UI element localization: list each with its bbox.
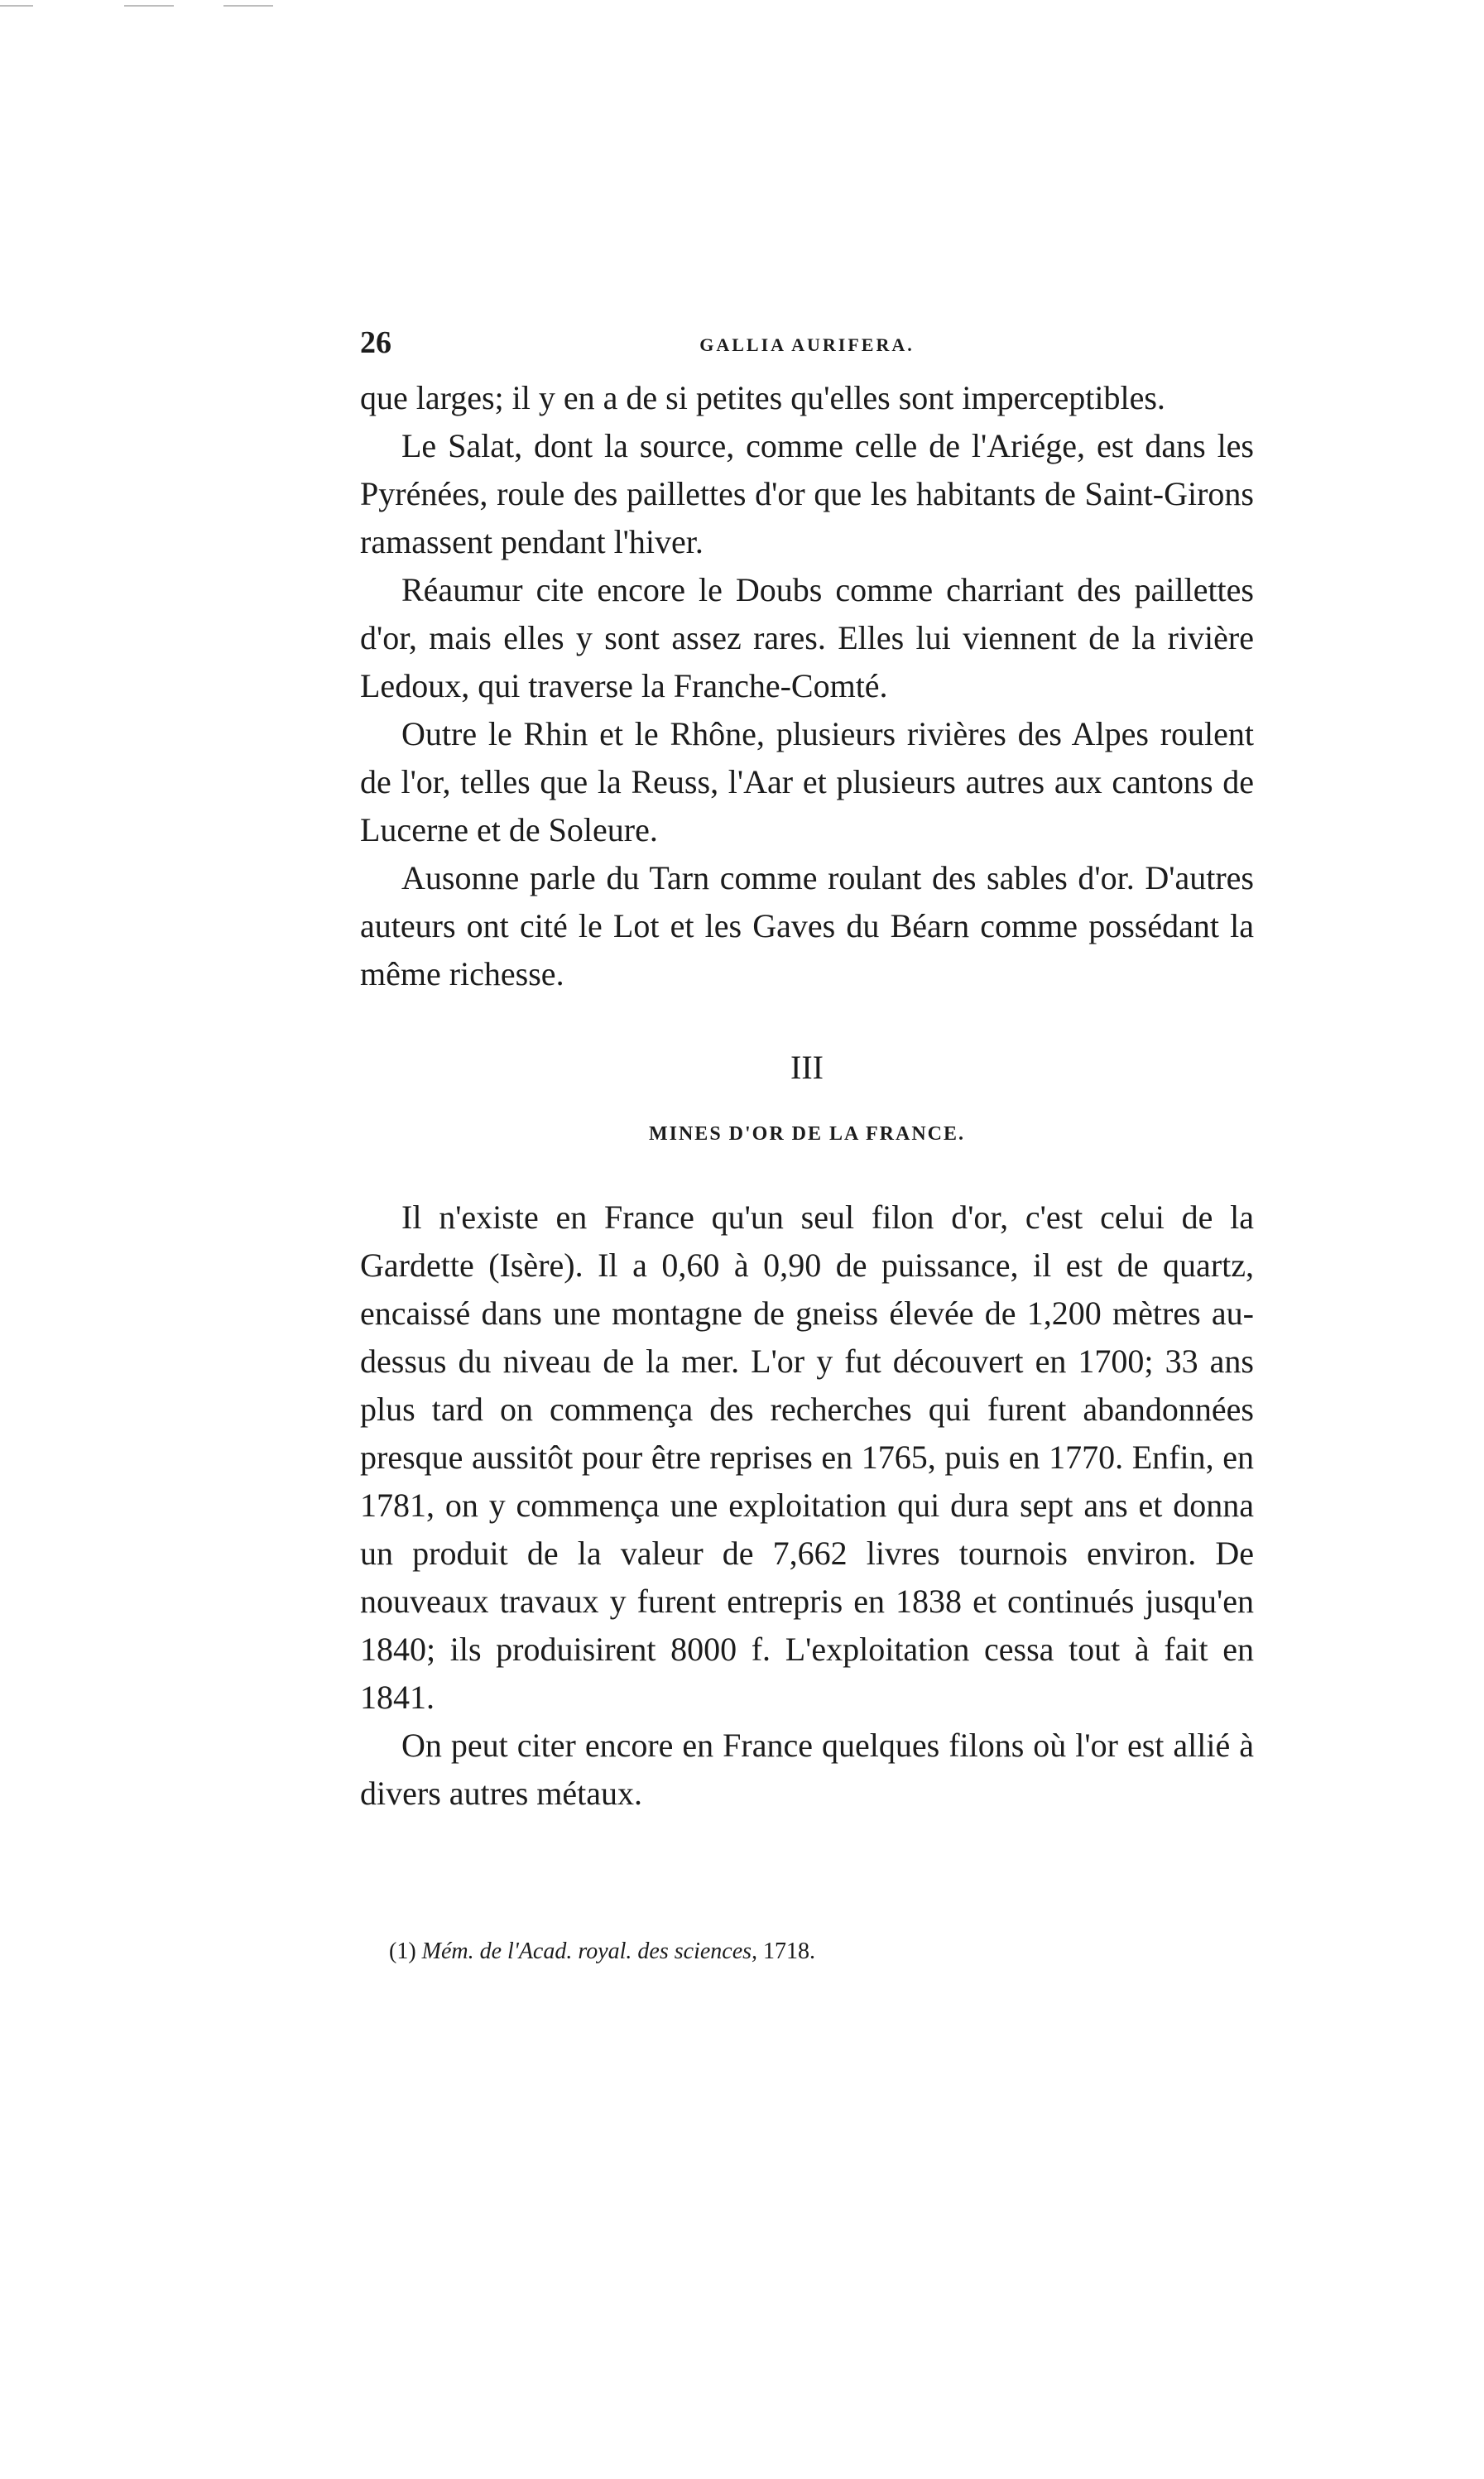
text-block-top: [360, 374, 1254, 998]
paragraph: que larges; il y en a de si petites qu'elles sont imperceptibles.: [360, 379, 1165, 416]
paragraph: Il n'existe en France qu'un seul filon d'or, c'est celui de la Gardette (Isère). Il a 0,60 à 0,90 de puissance, il est de quartz, encaissé dans une montagne de gneiss élevée de 1,200 mètres au-dessus du niveau de la mer. L'or y fut découvert en 1700; 33 ans plus tard on commença des recherches qui furent abandonnées presque aussitôt pour être reprises en 1765, puis en 1770. Enfin, en 1781, on y commença une exploitation qui dura sept ans et donna un produit de la valeur de 7,662 livres tournois environ. De nouveaux travaux y furent entrepris en 1838 et continués jusqu'en 1840; ils produisirent 8000 f. L'exploitation cessa tout à fait en 1841.: [360, 1199, 1254, 1716]
paragraph: Ausonne parle du Tarn comme roulant des sables d'or. D'autres auteurs ont cité le Lot et les Gaves du Béarn comme possédant la même richesse.: [360, 859, 1254, 992]
paragraph: Réaumur cite encore le Doubs comme charriant des paillettes d'or, mais elles y sont assez rares. Elles lui viennent de la rivière Ledoux, qui traverse la Franche-Comté.: [360, 571, 1254, 704]
running-title: GALLIA AURIFERA.: [699, 334, 915, 355]
text-block-bottom: [360, 1194, 1254, 1818]
section-title: MINES D'OR DE LA FRANCE.: [648, 1123, 966, 1145]
scan-edge-mark: [124, 5, 174, 7]
paragraph: Le Salat, dont la source, comme celle de l'Ariége, est dans les Pyrénées, roule des paillettes d'or que les habitants de Saint-Girons ramassent pendant l'hiver.: [360, 427, 1254, 560]
footnote: [389, 1939, 1254, 1965]
page-number: 26: [360, 325, 391, 360]
paragraph: Outre le Rhin et le Rhône, plusieurs rivières des Alpes roulent de l'or, telles que la Reuss, l'Aar et plusieurs autres aux cantons de Lucerne et de Soleure.: [360, 715, 1254, 848]
footnote-year: 1718.: [763, 1939, 816, 1964]
page-header: [360, 324, 1254, 364]
paragraph: On peut citer encore en France quelques filons où l'or est allié à divers autres métaux.: [360, 1727, 1254, 1812]
footnote-source: Mém. de l'Acad. royal. des sciences,: [421, 1939, 758, 1964]
scan-edge-mark: [0, 5, 33, 7]
footnote-marker: (1): [389, 1939, 416, 1964]
section-numeral: III: [790, 1049, 824, 1086]
scan-edge-mark: [223, 5, 273, 7]
